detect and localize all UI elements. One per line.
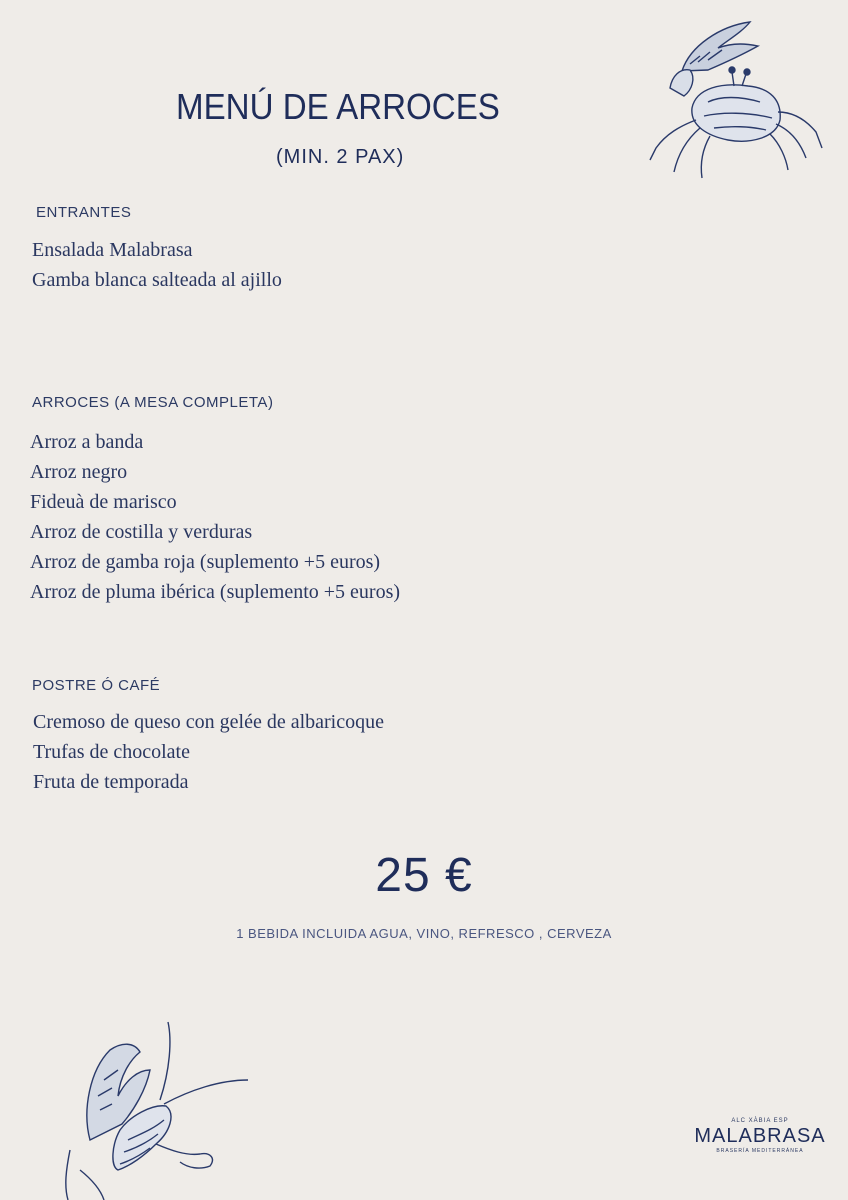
list-item: Arroz de pluma ibérica (suplemento +5 euros) <box>30 581 401 603</box>
lobster-illustration <box>60 1020 260 1200</box>
section-heading-entrantes: ENTRANTES <box>36 204 132 221</box>
section-heading-postre: POSTRE Ó CAFÉ <box>32 677 161 694</box>
crab-illustration <box>630 16 830 186</box>
logo-name: MALABRASA <box>694 1125 826 1147</box>
menu-price: 25 € <box>375 849 473 902</box>
menu-subtitle: (MIN. 2 PAX) <box>276 146 405 168</box>
logo-tagline: BRASERÍA MEDITERRÁNEA <box>716 1148 804 1154</box>
drink-note: 1 BEBIDA INCLUIDA AGUA, VINO, REFRESCO , CERVEZA <box>236 926 612 941</box>
list-item: Arroz a banda <box>30 431 144 453</box>
list-item: Fruta de temporada <box>33 771 189 793</box>
malabrasa-logo <box>694 1118 826 1164</box>
list-item: Cremoso de queso con gelée de albaricoque <box>33 711 384 733</box>
list-item: Trufas de chocolate <box>33 741 190 763</box>
list-item: Gamba blanca salteada al ajillo <box>32 269 282 291</box>
list-item: Arroz de costilla y verduras <box>30 521 253 543</box>
list-item: Fideuà de marisco <box>30 491 177 513</box>
postre-list <box>33 707 384 797</box>
entrantes-list <box>32 235 282 295</box>
list-item: Ensalada Malabrasa <box>32 239 193 261</box>
list-item: Arroz de gamba roja (suplemento +5 euros) <box>30 551 381 573</box>
logo-top-text: ALC XÀBIA ESP <box>731 1118 789 1124</box>
list-item: Arroz negro <box>30 461 128 483</box>
menu-title: MENÚ DE ARROCES <box>176 86 500 127</box>
arroces-list <box>30 427 400 607</box>
section-heading-arroces: ARROCES (A MESA COMPLETA) <box>32 394 274 411</box>
